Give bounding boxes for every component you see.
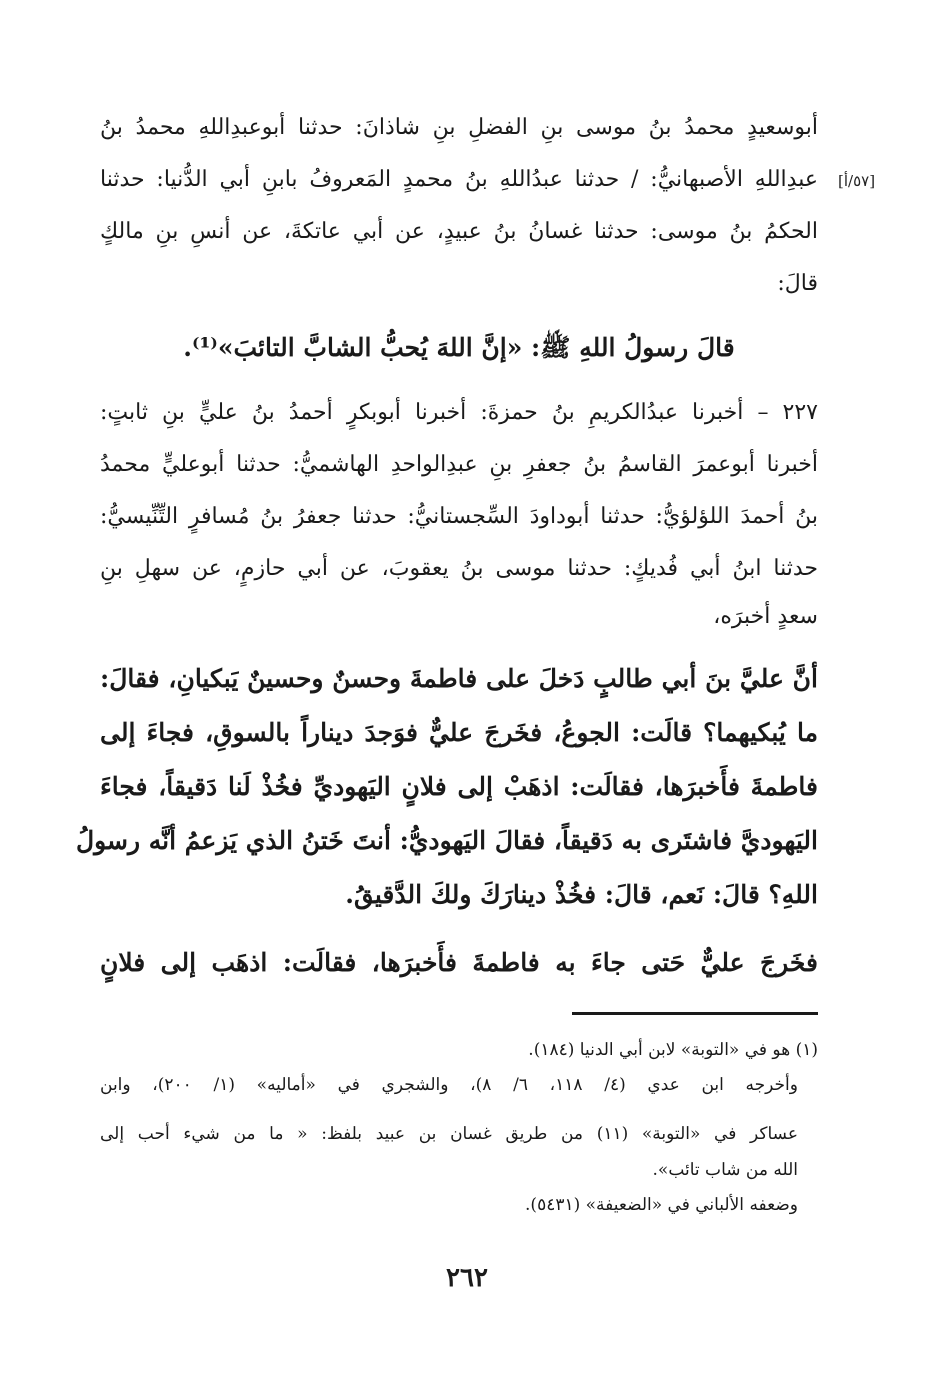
text-line: أخبرنا أبوعمرَ القاسمُ بنُ جعفرِ بنِ عبدِالواحدِ الهاشميُّ: حدثنا أبوعليٍّ محمدُ xyxy=(100,452,818,477)
text-line: حدثنا ابنُ أبي فُديكٍ: حدثنا موسى بنُ يعقوبَ، عن أبي حازمٍ، عن سهلِ بنِ xyxy=(100,556,818,581)
text-line: سعدٍ أخبرَه، xyxy=(713,604,818,629)
hadith-text: قالَ رسولُ اللهِ ﷺ: «إنَّ اللهَ يُحبُّ الشابَّ التائبَ»⁽¹⁾. xyxy=(183,333,735,362)
manuscript-folio-marker: [٥٧/أ] xyxy=(838,172,876,190)
text-line: ٢٢٧ – أخبرنا عبدُالكريمِ بنُ حمزةَ: أخبرنا أبوبكرٍ أحمدُ بنُ عليٍّ بنِ ثابتٍ: xyxy=(100,400,818,425)
footnote-line: الله من شاب تائب». xyxy=(652,1160,798,1180)
footnote-separator xyxy=(572,1012,818,1015)
text-line: بنُ أحمدَ اللؤلؤيُّ: حدثنا أبوداودَ السِّجستانيُّ: حدثنا جعفرُ بنُ مُسافرٍ التِّنِّيسيُّ: xyxy=(100,504,818,529)
hadith-line: اليَهوديَّ فاشتَرى به دَقيقاً، فقالَ اليَهوديُّ: أنتَ خَتنُ الذي يَزعمُ أنَّه رسولُ xyxy=(75,826,818,855)
footnote-line: وضعفه الألباني في «الضعيفة» (٥٤٣١). xyxy=(525,1195,798,1215)
hadith-line: أنَّ عليَّ بنَ أبي طالبٍ دَخلَ على فاطمةَ وحسنٌ وحسينٌ يَبكيانِ، فقالَ: xyxy=(100,664,818,693)
hadith-line: اللهِ؟ قالَ: نَعم، قالَ: فخُذْ دينارَكَ ولكَ الدَّقيقُ. xyxy=(345,880,818,909)
footnote-line: عساكر في «التوبة» (١١) من طريق غسان بن عبيد بلفظ: « ما من شيء أحب إلى xyxy=(100,1124,798,1144)
text-line: عبدِاللهِ الأصبهانيُّ: / حدثنا عبدُاللهِ بنُ محمدٍ المَعروفُ بابنِ أبي الدُّنيا: حدثنا xyxy=(100,167,818,192)
text-line: قالَ: xyxy=(777,271,818,296)
hadith-line: ما يُبكيهما؟ قالَت: الجوعُ، فخَرجَ عليٌّ فوَجدَ ديناراً بالسوقِ، فجاءَ إلى xyxy=(100,718,818,747)
page-number: ٢٦٢ xyxy=(446,1263,488,1293)
footnote-line: (١) هو في «التوبة» لابن أبي الدنيا (١٨٤). xyxy=(528,1040,818,1060)
footnote-line: وأخرجه ابن عدي (٤/ ١١٨، ٦/ ٨)، والشجري في «أماليه» (١/ ٢٠٠)، وابن xyxy=(100,1075,798,1095)
hadith-line: فخَرجَ عليٌّ حَتى جاءَ به فاطمةَ فأَخبرَها، فقالَت: اذهَب إلى فلانٍ xyxy=(100,948,818,977)
hadith-line: فاطمةَ فأَخبرَها، فقالَت: اذهَبْ إلى فلانٍ اليَهوديِّ فخُذْ لَنا دَقيقاً، فجاءَ xyxy=(100,772,818,801)
text-line: الحكمُ بنُ موسى: حدثنا غسانُ بنُ عبيدٍ، عن أبي عاتكةَ، عن أنسِ بنِ مالكٍ xyxy=(100,219,818,244)
text-line: أبوسعيدٍ محمدُ بنُ موسى بنِ الفضلِ بنِ شاذانَ: حدثنا أبوعبدِاللهِ محمدُ بنُ xyxy=(100,115,818,140)
